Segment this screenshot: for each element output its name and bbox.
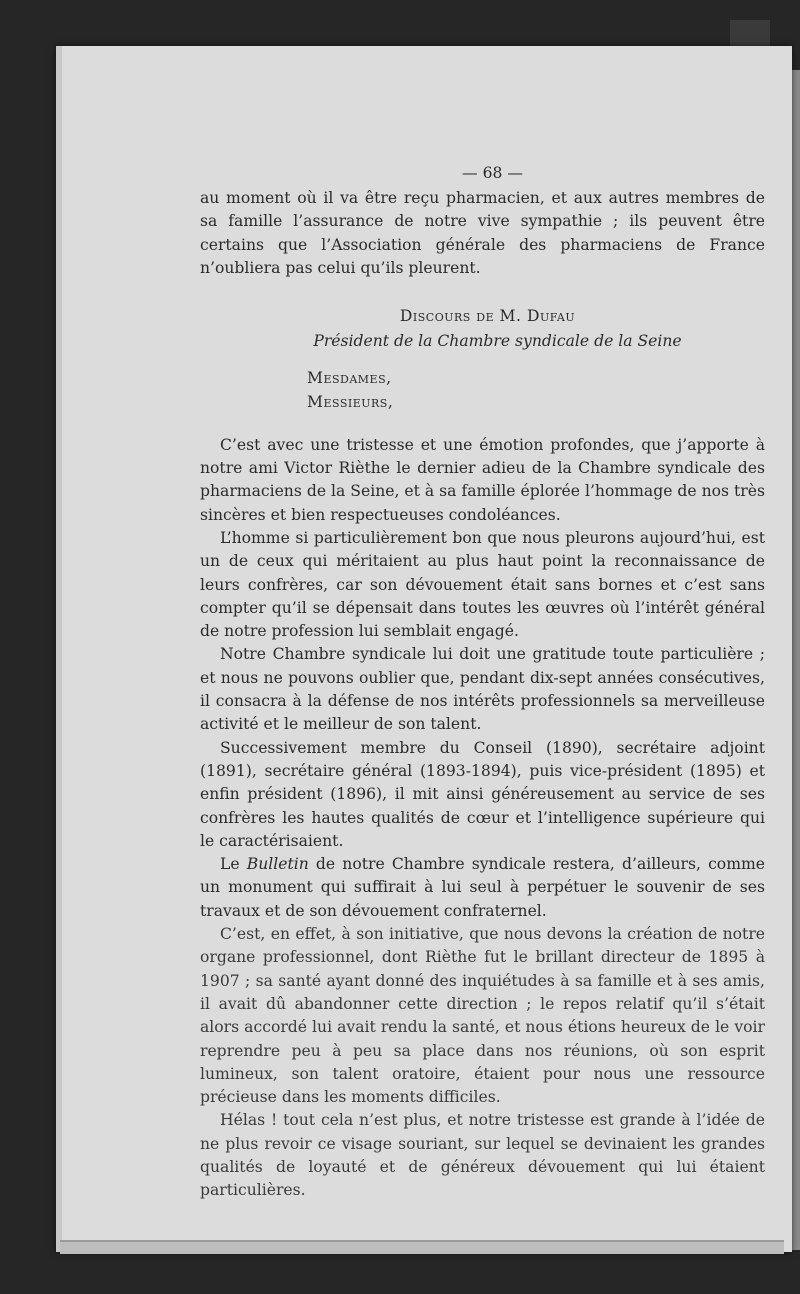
- bulletin-paragraph: [200, 853, 765, 923]
- paragraph: Successivement membre du Conseil (1890), secrétaire adjoint (1891), secrétaire général (1893-1894), puis vice-président (1895) et enfin président (1896), il mit ainsi généreusement au service de ses confrères les hautes qualités de cœur et l’intelligence supérieure qui le caractérisaient.: [200, 738, 765, 850]
- salutation-messieurs: Messieurs,: [307, 392, 394, 411]
- page-number: — 68 —: [462, 164, 523, 182]
- paragraph: Hélas ! tout cela n’est plus, et notre tristesse est grande à l’idée de ne plus revoir ce visage souriant, sur lequel se devinaient les grandes qualités de loyauté et de généreux dévouement qui lui étaient particulières.: [200, 1111, 765, 1200]
- bulletin-prefix: Le: [220, 855, 247, 874]
- paragraph: C’est, en effet, à son initiative, que nous devons la création de notre organe professionnel, dont Rièthe fut le brillant directeur de 1895 à 1907 ; sa santé ayant donné des inquiétudes à sa famille et à ses amis, il avait dû abandonner cette direction ; le repos relatif qu’il s’était alors accordé lui avait rendu la santé, et nous étions heureux de le voir reprendre peu à peu sa place dans nos réunions, où son esprit lumineux, son talent oratoire, étaient pour nous une ressource précieuse dans les moments difficiles.: [200, 925, 765, 1107]
- paragraph: C’est avec une tristesse et une émotion profondes, que j’apporte à notre ami Victor Rièthe le dernier adieu de la Chambre syndicale des pharmaciens de la Seine, et à sa famille éplorée l’hommage de nos très sincères et bien respectueuses condoléances.: [200, 435, 765, 524]
- page-text: [200, 162, 765, 1203]
- speech-heading: Discours de M. Dufau: [399, 307, 576, 326]
- paragraph: Notre Chambre syndicale lui doit une gratitude toute particulière ; et nous ne pouvons oublier que, pendant dix-sept années consécutives, il consacra à la défense de nos intérêts professionnels sa merveilleuse activité et le meilleur de son talent.: [200, 645, 765, 734]
- opening-paragraph: au moment où il va être reçu pharmacien, et aux autres membres de sa famille l’assurance de notre vive sympathie ; ils peuvent être certains que l’Association générale des pharmaciens de France n’oubliera pas celui qu’ils pleurent.: [200, 189, 765, 277]
- paragraph: L’homme si particulièrement bon que nous pleurons aujourd’hui, est un de ceux qui méritaient au plus haut point la reconnaissance de leurs confrères, car son dévouement était sans bornes et c’est sans compter qu’il se dépensait dans toutes les œuvres où l’intérêt général de notre profession lui semblait engagé.: [200, 528, 765, 641]
- bulletin-title: Bulletin: [246, 855, 309, 874]
- page-bottom-edge: [60, 1240, 784, 1254]
- bulletin-suffix: de notre Chambre syndicale restera, d’ailleurs, comme un monument qui suffirait à lui seul à perpétuer le souvenir de ses travaux et de son dévouement confraternel.: [200, 855, 765, 920]
- salutation-mesdames: Mesdames,: [307, 368, 392, 387]
- speech-subheading: Président de la Chambre syndicale de la Seine: [313, 332, 682, 351]
